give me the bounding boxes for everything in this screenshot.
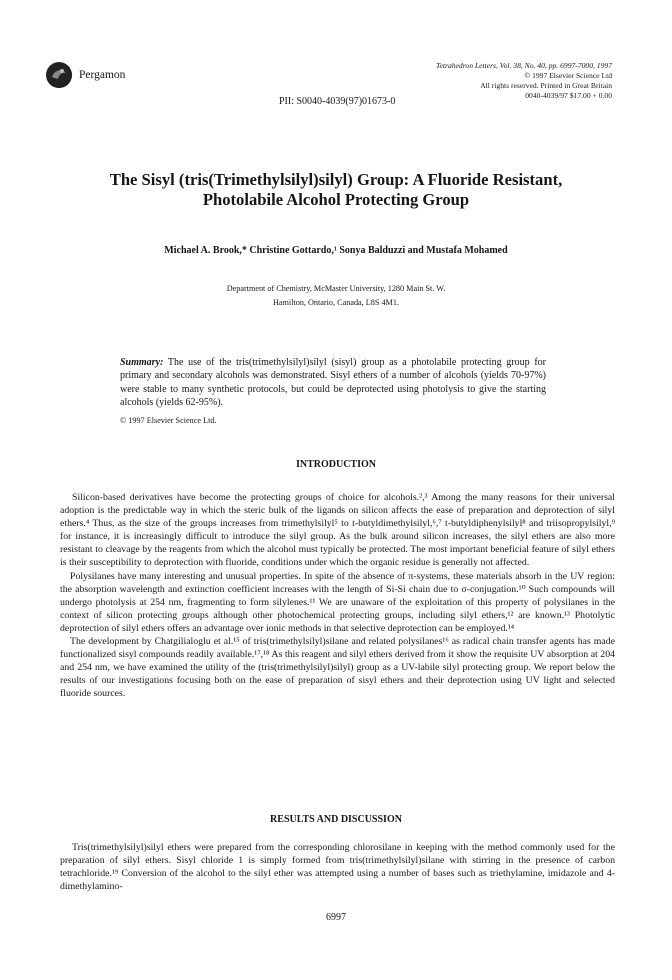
summary-label: Summary: [120,357,164,368]
results-paragraph-1: Tris(trimethylsilyl)silyl ethers were prepared from the corresponding chlorosilane in keeping with the method commonly used for the preparation of silyl ethers. Sisyl chloride 1 is simply formed from tris(trimethylsilyl)silane with stirring in the presence of carbon tetrachloride.¹⁹ Conversion of the alcohol to the silyl ether was attempted using a number of bases such as triethylamine, imidazole and 4-dimethylamino- [60,842,615,893]
summary-abstract [120,356,546,409]
page-number: 6997 [326,912,346,923]
introduction-body [60,491,615,701]
summary-copyright: © 1997 Elsevier Science Ltd. [120,416,217,425]
intro-paragraph-2: Polysilanes have many interesting and unusual properties. In spite of the absence of π-systems, these materials absorb in the UV region: the absorption wavelength and extinction coefficient increases with the length of Si-Si chain due to σ-conjugation.¹⁰ Such compounds will undergo photolysis at 254 nm, fragmenting to form silylenes.¹¹ We are unaware of the exploitation of this property of polysilanes in the context of silicon protecting groups although other photochemical protecting groups, including silyl ethers,¹² are known.¹³ Photolytic deprotection of silyl ethers offers an advantage over ionic methods in that selective deprotection can be employed.¹⁴ [60,570,615,634]
journal-line-3: All rights reserved. Printed in Great Britain [480,81,612,90]
intro-paragraph-3: The development by Chatgilialoglu et al.¹⁵ of tris(trimethylsilyl)silane and related polysilanes¹⁶ as radical chain transfer agents has made functionalized sisyl compounds readily available.¹⁷,¹⁸ As this reagent and silyl ethers derived from it show the requisite UV absorption at 204 and 254 nm, we have examined the utility of the (tris(trimethylsilyl)silyl) group as a UV-labile silyl protecting group. We report below the results of our investigations focusing both on the ease of preparation of sisyl ethers and their deprotection using UV light and selected fluoride sources. [60,636,615,700]
publisher-name: Pergamon [79,69,126,81]
pergamon-logo-icon [46,62,72,88]
journal-line-1: Tetrahedron Letters, Vol. 38, No. 40, pp. 6997-7000, 1997 [436,61,612,70]
affiliation-line-2: Hamilton, Ontario, Canada, L8S 4M1. [273,298,399,307]
summary-text: The use of the tris(trimethylsilyl)silyl (sisyl) group as a photolabile protecting group for primary and secondary alcohols was demonstrated. Sisyl ethers of a number of alcohols (yields 70-97%) were stable to many synthetic protocols, but could be deprotected using photolysis to give the starting alcohols (yields 62-95%). [120,357,546,408]
intro-paragraph-1: Silicon-based derivatives have become the protecting groups of choice for alcohols.²,³ Among the many reasons for their universal adoption is the predictable way in which the steric bulk of the ligands on silicon affects the ease of preparation and deprotection of silyl ethers.⁴ Thus, as the size of the groups increases from trimethylsilyl⁵ to t-butyldimethylsilyl,⁶,⁷ t-butyldiphenylsilyl⁸ and triisopropylsilyl,⁹ for instance, it is increasingly difficult to introduce the silyl group. As the bulk around silicon increases, the silyl ethers are also more resistant to cleavage by the reagents from which the alcohol must typically be protected. The most important beneficial feature of silyl ethers is their susceptibility to deprotection with fluoride, conditions under which the organic residue is generally not affected. [60,492,615,569]
title-line-1: The Sisyl (tris(Trimethylsilyl)silyl) Group: A Fluoride Resistant, [109,170,563,189]
pii-identifier: PII: S0040-4039(97)01673-0 [279,96,396,107]
title-line-2: Photolabile Alcohol Protecting Group [202,190,470,209]
journal-line-4: 0040-4039/97 $17.00 + 0.00 [525,91,612,100]
introduction-heading: INTRODUCTION [295,459,376,470]
results-heading: RESULTS AND DISCUSSION [270,814,402,825]
journal-line-2: © 1997 Elsevier Science Ltd [524,71,612,80]
results-body [60,841,615,893]
journal-citation [436,61,612,101]
paper-title [60,170,612,210]
affiliation-line-1: Department of Chemistry, McMaster University, 1280 Main St. W. [226,284,446,293]
affiliation [60,282,612,310]
author-list: Michael A. Brook,* Christine Gottardo,¹ Sonya Balduzzi and Mustafa Mohamed [164,245,508,256]
